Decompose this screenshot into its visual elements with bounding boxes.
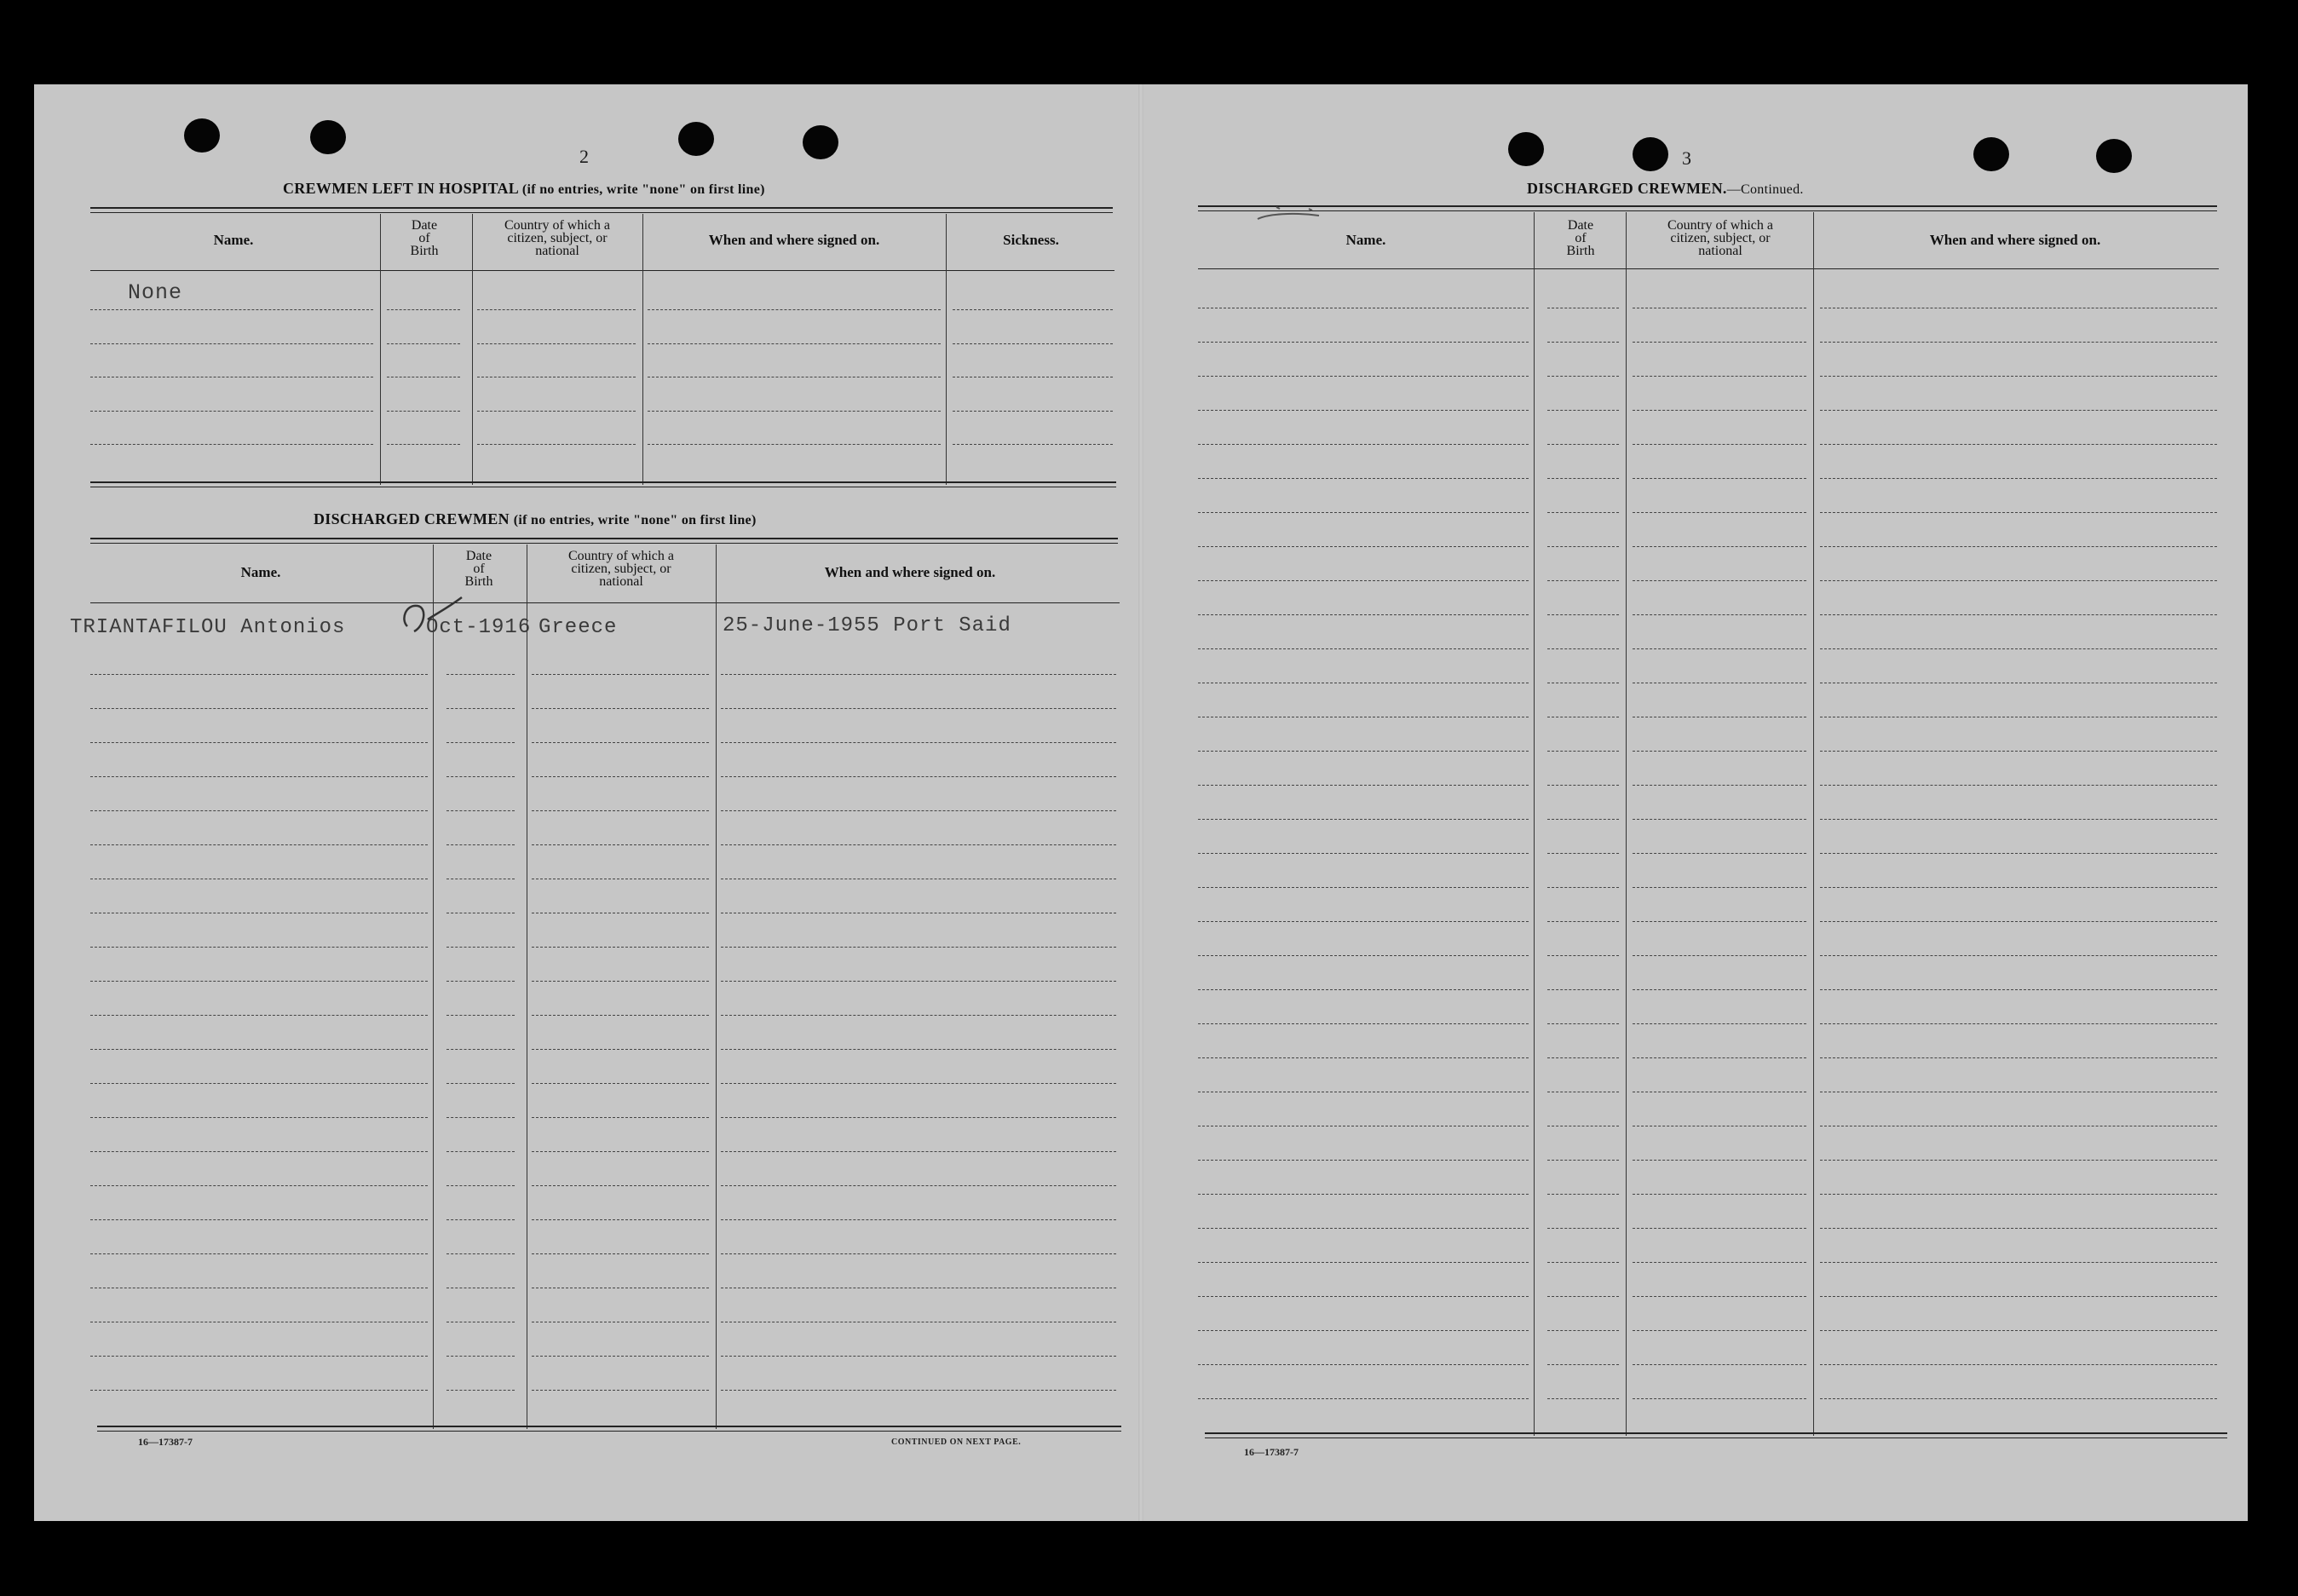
table-row-line (1633, 1398, 1806, 1399)
form-number-right: 16—17387-7 (1244, 1446, 1299, 1458)
table-row-line (1198, 1160, 1529, 1161)
table-row-line (1820, 853, 2217, 854)
table-row-line (1820, 444, 2217, 445)
table-row-line (648, 343, 941, 344)
table-row-line (1198, 1057, 1529, 1058)
discharged-table-top-rule (90, 538, 1118, 539)
table-row-line (446, 1049, 515, 1050)
table-row-line (721, 1185, 1116, 1186)
table-row-line (1547, 1398, 1619, 1399)
table-row-line (721, 1117, 1116, 1118)
table-row-line (1820, 1330, 2217, 1331)
table-row-line (1633, 1228, 1806, 1229)
table-row-line (1547, 921, 1619, 922)
table-row-line (90, 1015, 428, 1016)
table-row-line (1547, 1364, 1619, 1365)
table-row-line (446, 1356, 515, 1357)
table-row-line (1198, 546, 1529, 547)
table-row-line (1820, 1194, 2217, 1195)
table-row-line (721, 1151, 1116, 1152)
table-row-line (1820, 580, 2217, 581)
table-row-line (1198, 853, 1529, 854)
discharged-title-note: (if no entries, write "none" on first line) (513, 513, 757, 527)
table-row-line (1633, 478, 1806, 479)
table-row-line (1820, 989, 2217, 990)
table-row-line (721, 947, 1116, 948)
table-row-line (1198, 342, 1529, 343)
table-row-line (1547, 785, 1619, 786)
hospital-col-divider (642, 214, 643, 485)
table-row-line (1633, 1330, 1806, 1331)
page-number-left: 2 (579, 146, 589, 167)
table-row-line (1198, 648, 1529, 649)
table-row-line (477, 411, 636, 412)
discharged-section-title (314, 510, 757, 528)
table-row-line (1820, 342, 2217, 343)
table-row-line (1547, 1057, 1619, 1058)
table-row-line (446, 776, 515, 777)
table-row-line (532, 1015, 709, 1016)
table-row-line (1547, 614, 1619, 615)
table-row-line (1633, 785, 1806, 786)
table-row-line (532, 1049, 709, 1050)
table-row-line (532, 776, 709, 777)
table-row-line (1198, 1398, 1529, 1399)
right-col-divider (1626, 212, 1627, 1436)
table-row-line (1198, 989, 1529, 990)
table-row-line (721, 1219, 1116, 1220)
table-row-line (1198, 785, 1529, 786)
table-row-line (1633, 751, 1806, 752)
discharged-table-bottom-rule (97, 1426, 1121, 1427)
table-row-line (90, 309, 373, 310)
continued-note: CONTINUED ON NEXT PAGE. (891, 1438, 1022, 1447)
table-row-line (90, 1151, 428, 1152)
discharged-col-divider (716, 544, 717, 1429)
hospital-col-divider (946, 214, 947, 485)
table-row-line (532, 1185, 709, 1186)
table-row-line (1547, 751, 1619, 752)
table-row-line (532, 1151, 709, 1152)
table-row-line (446, 947, 515, 948)
table-row-line (477, 444, 636, 445)
table-row-line (1633, 444, 1806, 445)
table-row-line (1198, 819, 1529, 820)
table-row-line (477, 309, 636, 310)
table-row-line (1820, 410, 2217, 411)
table-row-line (1633, 512, 1806, 513)
pen-scribble (1242, 199, 1362, 233)
table-row-line (1633, 410, 1806, 411)
discharged-header-rule (90, 602, 1120, 603)
table-row-line (1633, 648, 1806, 649)
table-row-line (1547, 376, 1619, 377)
table-row-line (1633, 1057, 1806, 1058)
punch-hole (1508, 132, 1544, 166)
table-row-line (532, 844, 709, 845)
table-row-line (721, 1253, 1116, 1254)
form-number-left: 16—17387-7 (138, 1436, 193, 1448)
hospital-col-country: Country of which a citizen, subject, or national (504, 218, 610, 258)
discharged-table-top-rule-2 (90, 543, 1118, 544)
discharged-table-bottom-rule-2 (97, 1431, 1121, 1432)
table-row-line (1820, 887, 2217, 888)
table-row-line (90, 708, 428, 709)
table-row-line (1820, 785, 2217, 786)
table-row-line (1820, 955, 2217, 956)
table-row-line (721, 1390, 1116, 1391)
page-number-right: 3 (1682, 147, 1691, 169)
table-row-line (90, 1083, 428, 1084)
punch-hole (803, 125, 838, 159)
table-row-line (446, 1083, 515, 1084)
table-row-line (1547, 580, 1619, 581)
table-row-line (1198, 955, 1529, 956)
table-row-line (721, 981, 1116, 982)
table-row-line (1547, 819, 1619, 820)
table-row-line (721, 674, 1116, 675)
table-row-line (446, 1219, 515, 1220)
table-row-line (1198, 887, 1529, 888)
table-row-line (532, 674, 709, 675)
table-row-line (446, 1015, 515, 1016)
table-row-line (1633, 546, 1806, 547)
table-row-line (648, 309, 941, 310)
table-row-line (721, 810, 1116, 811)
discharged-col-divider (433, 544, 434, 1429)
table-row-line (648, 411, 941, 412)
table-row-line (532, 742, 709, 743)
table-row-line (721, 708, 1116, 709)
table-row-line (446, 1117, 515, 1118)
table-row-line (1820, 1262, 2217, 1263)
table-row-line (1198, 512, 1529, 513)
right-header-rule (1198, 268, 2219, 269)
table-row-line (1547, 1023, 1619, 1024)
table-row-line (1633, 614, 1806, 615)
punch-hole (2096, 139, 2132, 173)
table-row-line (90, 343, 373, 344)
table-row-line (90, 947, 428, 948)
hospital-col-divider (380, 214, 381, 485)
table-row-line (446, 810, 515, 811)
table-row-line (1547, 1194, 1619, 1195)
hospital-col-sickness: Sickness. (1003, 232, 1059, 248)
table-row-line (1633, 1023, 1806, 1024)
discharged-entry-name: TRIANTAFILOU Antonios (70, 616, 346, 639)
right-col-dob: Date of Birth (1566, 218, 1595, 258)
hospital-table-top-rule-2 (90, 212, 1113, 213)
table-row-line (90, 1390, 428, 1391)
table-row-line (446, 1253, 515, 1254)
table-row-line (532, 810, 709, 811)
table-row-line (721, 1015, 1116, 1016)
table-row-line (532, 1356, 709, 1357)
table-row-line (1547, 342, 1619, 343)
table-row-line (1198, 478, 1529, 479)
hospital-title-note: (if no entries, write "none" on first line) (521, 182, 765, 197)
table-row-line (1633, 1160, 1806, 1161)
table-row-line (90, 674, 428, 675)
discharged-col-name: Name. (240, 564, 281, 580)
hospital-col-name: Name. (213, 232, 254, 248)
table-row-line (1198, 444, 1529, 445)
table-row-line (1633, 1262, 1806, 1263)
table-row-line (1198, 376, 1529, 377)
table-row-line (90, 444, 373, 445)
table-row-line (387, 343, 460, 344)
discharged-entry-country: Greece (539, 616, 618, 639)
table-row-line (1633, 887, 1806, 888)
table-row-line (1198, 580, 1529, 581)
table-row-line (1547, 887, 1619, 888)
table-row-line (721, 1083, 1116, 1084)
discharged-col-signed-on: When and where signed on. (824, 564, 996, 580)
table-row-line (1820, 1023, 2217, 1024)
hospital-section-title (283, 180, 765, 198)
table-row-line (1633, 819, 1806, 820)
table-row-line (1547, 1330, 1619, 1331)
table-row-line (1820, 1160, 2217, 1161)
table-row-line (1820, 1398, 2217, 1399)
table-row-line (90, 776, 428, 777)
table-row-line (721, 1356, 1116, 1357)
discharged-entry-dob: Oct-1916 (426, 616, 532, 639)
table-row-line (90, 810, 428, 811)
table-row-line (90, 1219, 428, 1220)
table-row-line (1547, 853, 1619, 854)
table-row-line (90, 1356, 428, 1357)
table-row-line (90, 981, 428, 982)
table-row-line (1633, 1296, 1806, 1297)
table-row-line (532, 1390, 709, 1391)
table-row-line (1547, 444, 1619, 445)
table-row-line (1820, 512, 2217, 513)
table-row-line (90, 1117, 428, 1118)
table-row-line (1198, 751, 1529, 752)
right-table-bottom-rule (1205, 1432, 2227, 1434)
table-row-line (1820, 1228, 2217, 1229)
right-col-signed-on: When and where signed on. (1929, 232, 2101, 248)
table-row-line (721, 1049, 1116, 1050)
discharged-col-country: Country of which a citizen, subject, or national (568, 549, 674, 589)
right-title-text: DISCHARGED CREWMEN. (1527, 180, 1727, 197)
table-row-line (1633, 853, 1806, 854)
table-row-line (532, 981, 709, 982)
table-row-line (1633, 955, 1806, 956)
table-row-line (446, 1390, 515, 1391)
punch-hole (1633, 137, 1668, 171)
table-row-line (1633, 1364, 1806, 1365)
table-row-line (1820, 751, 2217, 752)
handwritten-check-mark (389, 582, 482, 642)
table-row-line (446, 844, 515, 845)
discharged-col-dob: Date of Birth (464, 549, 493, 589)
table-row-line (1633, 1194, 1806, 1195)
table-row-line (1820, 614, 2217, 615)
table-row-line (1820, 478, 2217, 479)
table-row-line (1547, 1160, 1619, 1161)
form-sheet (34, 84, 2248, 1521)
table-row-line (446, 1185, 515, 1186)
table-row-line (1547, 478, 1619, 479)
table-row-line (721, 776, 1116, 777)
table-row-line (1547, 512, 1619, 513)
table-row-line (532, 1219, 709, 1220)
hospital-table-bottom-rule (90, 481, 1116, 483)
table-row-line (1633, 580, 1806, 581)
table-row-line (387, 309, 460, 310)
page-spine (1138, 84, 1143, 1521)
table-row-line (1633, 921, 1806, 922)
table-row-line (953, 343, 1113, 344)
table-row-line (1198, 921, 1529, 922)
table-row-line (1198, 410, 1529, 411)
table-row-line (1547, 1296, 1619, 1297)
hospital-col-divider (472, 214, 473, 485)
table-row-line (648, 444, 941, 445)
table-row-line (1198, 1262, 1529, 1263)
table-row-line (1547, 648, 1619, 649)
table-row-line (1820, 921, 2217, 922)
punch-hole (310, 120, 346, 154)
table-row-line (1198, 1364, 1529, 1365)
table-row-line (721, 844, 1116, 845)
table-row-line (1820, 648, 2217, 649)
table-row-line (1820, 1057, 2217, 1058)
table-row-line (387, 444, 460, 445)
right-col-name: Name. (1345, 232, 1386, 248)
table-row-line (1820, 819, 2217, 820)
table-row-line (1198, 614, 1529, 615)
table-row-line (953, 411, 1113, 412)
table-row-line (1820, 546, 2217, 547)
table-row-line (1198, 1330, 1529, 1331)
table-row-line (90, 411, 373, 412)
table-row-line (1198, 1228, 1529, 1229)
table-row-line (1198, 1023, 1529, 1024)
hospital-table-top-rule (90, 207, 1113, 209)
table-row-line (90, 844, 428, 845)
hospital-entry-none: None (128, 280, 183, 305)
table-row-line (1198, 1194, 1529, 1195)
table-row-line (1547, 989, 1619, 990)
table-row-line (90, 1049, 428, 1050)
right-title-suffix: —Continued. (1726, 182, 1804, 197)
table-row-line (1633, 376, 1806, 377)
hospital-col-dob: Date of Birth (410, 218, 439, 258)
right-col-divider (1813, 212, 1814, 1436)
punch-hole (678, 122, 714, 156)
table-row-line (721, 742, 1116, 743)
table-row-line (1633, 989, 1806, 990)
table-row-line (90, 1253, 428, 1254)
table-row-line (1547, 1262, 1619, 1263)
table-row-line (532, 947, 709, 948)
table-row-line (446, 981, 515, 982)
table-row-line (532, 1117, 709, 1118)
table-row-line (446, 674, 515, 675)
table-row-line (532, 708, 709, 709)
table-row-line (90, 1185, 428, 1186)
table-row-line (446, 708, 515, 709)
discharged-title-text: DISCHARGED CREWMEN (314, 510, 510, 527)
table-row-line (1547, 1228, 1619, 1229)
right-col-divider (1534, 212, 1535, 1436)
right-section-title (1527, 180, 1804, 198)
table-row-line (1633, 342, 1806, 343)
discharged-entry-signed-on: 25-June-1955 Port Said (723, 614, 1011, 637)
hospital-header-rule (90, 270, 1114, 271)
table-row-line (1820, 1296, 2217, 1297)
table-row-line (387, 411, 460, 412)
hospital-col-signed-on: When and where signed on. (708, 232, 880, 248)
table-row-line (953, 309, 1113, 310)
table-row-line (1820, 376, 2217, 377)
table-row-line (446, 1151, 515, 1152)
table-row-line (953, 444, 1113, 445)
table-row-line (1198, 1296, 1529, 1297)
table-row-line (532, 1083, 709, 1084)
right-col-country: Country of which a citizen, subject, or national (1667, 218, 1773, 258)
table-row-line (90, 742, 428, 743)
table-row-line (1547, 410, 1619, 411)
table-row-line (446, 742, 515, 743)
table-row-line (1547, 546, 1619, 547)
punch-hole (184, 118, 220, 153)
table-row-line (477, 343, 636, 344)
punch-hole (1973, 137, 2009, 171)
hospital-title-text: CREWMEN LEFT IN HOSPITAL (283, 180, 519, 197)
table-row-line (1547, 955, 1619, 956)
table-row-line (532, 1253, 709, 1254)
table-row-line (1820, 1364, 2217, 1365)
